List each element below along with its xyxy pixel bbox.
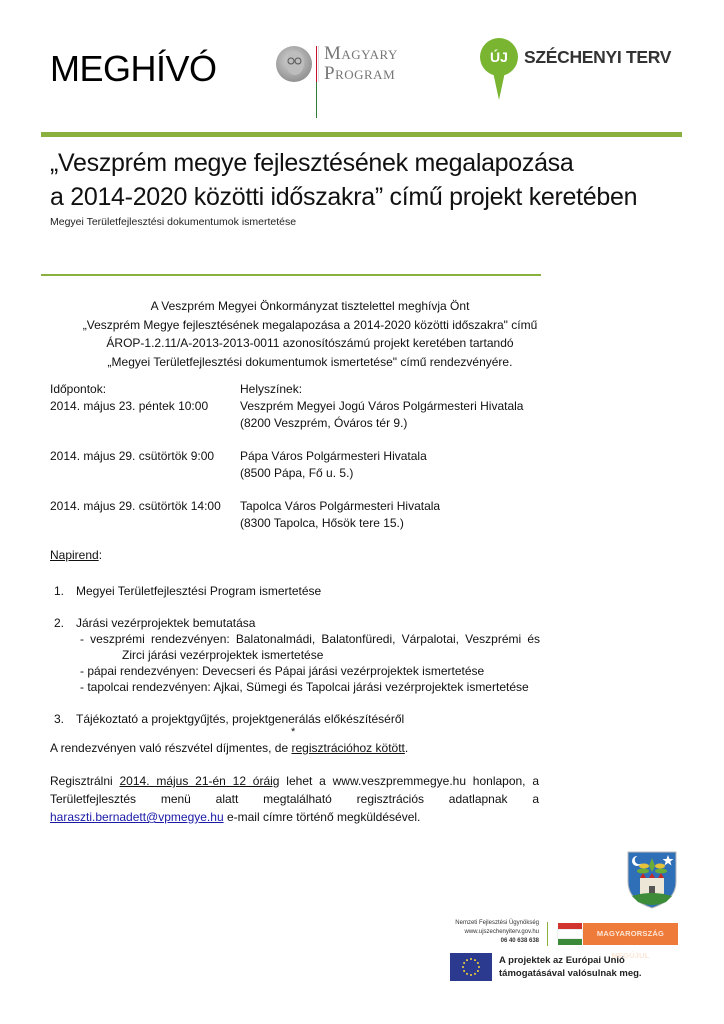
uj-szechenyi-terv-logo — [480, 38, 690, 104]
email-link[interactable]: haraszti.bernadett@vpmegye.hu — [50, 810, 224, 824]
participation-note — [50, 739, 539, 757]
schedule-address: (8300 Tapolca, Hősök tere 15.) — [240, 516, 404, 530]
magyary-program-logo — [276, 44, 421, 88]
intro-line: A Veszprém Megyei Önkormányzat tisztelettel meghívja Önt — [150, 299, 470, 313]
agenda-subitem-continuation: Zirci járási vezérprojektek ismertetése — [122, 648, 324, 662]
eu-support-text — [499, 954, 642, 980]
schedule-venue: Veszprém Megyei Jogú Város Polgármesteri Hivatala — [240, 399, 524, 413]
intro-line: „Megyei Területfejlesztési dokumentumok ismertetése" című rendezvényére. — [107, 354, 513, 369]
schedule-time: 2014. május 23. péntek 10:00 — [50, 399, 209, 413]
agenda-item-number: 3. — [54, 712, 65, 726]
separator-star: * — [291, 726, 296, 738]
eu-text-line1: A projektek az Európai Unió — [499, 955, 625, 966]
headline — [50, 146, 637, 214]
schedule-time: 2014. május 29. csütörtök 14:00 — [50, 499, 221, 513]
intro-line: ÁROP-1.2.11/A-2013-2013-0011 azonosítószámú projekt keretében tartandó — [106, 336, 514, 350]
nfu-phone: 06 40 638 638 — [500, 938, 539, 944]
registration-prefix: Regisztrálni — [50, 774, 120, 788]
headline-subtitle: Megyei Területfejlesztési dokumentumok ismertetése — [50, 216, 297, 228]
county-coat-of-arms-icon — [626, 850, 678, 910]
agenda-item-text: Járási vezérprojektek bemutatása — [76, 616, 256, 630]
registration-required: regisztrációhoz kötött — [291, 741, 405, 755]
intro-line: „Veszprém Megye fejlesztésének megalapozása a 2014-2020 közötti időszakra" című — [82, 317, 538, 332]
map-pin-tail-icon — [493, 72, 505, 100]
agenda-item-text: Tájékoztató a projektgyűjtés, projektgenerálás előkészítéséről — [76, 712, 405, 726]
agenda-item-number: 2. — [54, 616, 65, 630]
agenda-list — [50, 583, 540, 743]
agenda-item-number: 1. — [54, 584, 65, 598]
magyarorszag-megujul-badge: MAGYARORSZÁG MEGÚJUL — [583, 923, 678, 945]
portrait-icon — [276, 46, 312, 82]
agenda-heading — [50, 548, 102, 562]
eu-flag-icon — [450, 953, 492, 981]
participation-period: . — [404, 741, 409, 755]
map-pin-icon: ÚJ — [480, 38, 518, 76]
schedule-address: (8500 Pápa, Fő u. 5.) — [240, 466, 354, 480]
participation-text: A rendezvényen való részvétel díjmentes, de — [50, 741, 292, 755]
registration-paragraph — [50, 772, 539, 826]
schedule-address: (8200 Veszprém, Óváros tér 9.) — [240, 416, 408, 430]
headline-line1: „Veszprém megye fejlesztésének megalapozása — [50, 149, 574, 177]
szechenyi-terv-name: SZÉCHENYI TERV — [524, 47, 672, 67]
times-header: Időpontok: — [50, 382, 107, 396]
registration-middle: lehet a www.veszpremmegye.hu honlapon, a Területfejlesztés menü alatt megtalálható regisztrációs adatlapnak a — [50, 774, 539, 806]
top-divider — [41, 132, 682, 137]
invitation-intro — [40, 297, 580, 371]
nfu-block — [449, 919, 539, 946]
schedule-venue: Pápa Város Polgármesteri Hivatala — [240, 449, 427, 463]
magyary-line1: Magyary — [324, 43, 398, 64]
agenda-subitem: - veszprémi rendezvényen: Balatonalmádi, Balatonfüredi, Várpalotai, Veszprémi és — [80, 632, 540, 646]
registration-suffix: e-mail címre történő megküldésével. — [223, 810, 421, 824]
agenda-subitem: - tapolcai rendezvényen: Ajkai, Sümegi és Tapolcai járási vezérprojektek ismertetése — [80, 680, 529, 694]
middle-divider — [41, 274, 541, 276]
schedule-venue: Tapolca Város Polgármesteri Hivatala — [240, 499, 441, 513]
magyary-line2: Program — [324, 63, 396, 84]
hungarian-stripe-icon — [316, 46, 320, 82]
venues-header: Helyszínek: — [240, 382, 303, 396]
nfu-url: www.ujszechenyiterv.gov.hu — [464, 929, 539, 935]
document-title: MEGHÍVÓ — [50, 48, 217, 89]
schedule-time: 2014. május 29. csütörtök 9:00 — [50, 449, 215, 463]
headline-line2: a 2014-2020 közötti időszakra” című projekt keretében — [50, 183, 638, 211]
agenda-item-text: Megyei Területfejlesztési Program ismertetése — [76, 584, 322, 598]
agenda-item — [50, 711, 540, 727]
registration-deadline: 2014. május 21-én 12 óráig — [119, 774, 280, 788]
agenda-heading-colon: : — [98, 548, 103, 562]
agenda-item — [50, 615, 540, 695]
nfu-name: Nemzeti Fejlesztési Ügynökség — [455, 920, 539, 926]
hungarian-flag-icon — [558, 923, 582, 945]
eu-text-line2: támogatásával valósulnak meg. — [499, 968, 642, 979]
agenda-item — [50, 583, 540, 599]
footer-separator — [547, 922, 548, 946]
agenda-subitem: - pápai rendezvényen: Devecseri és Pápai járási vezérprojektek ismertetése — [80, 664, 485, 678]
agenda-heading-text: Napirend — [50, 548, 99, 562]
